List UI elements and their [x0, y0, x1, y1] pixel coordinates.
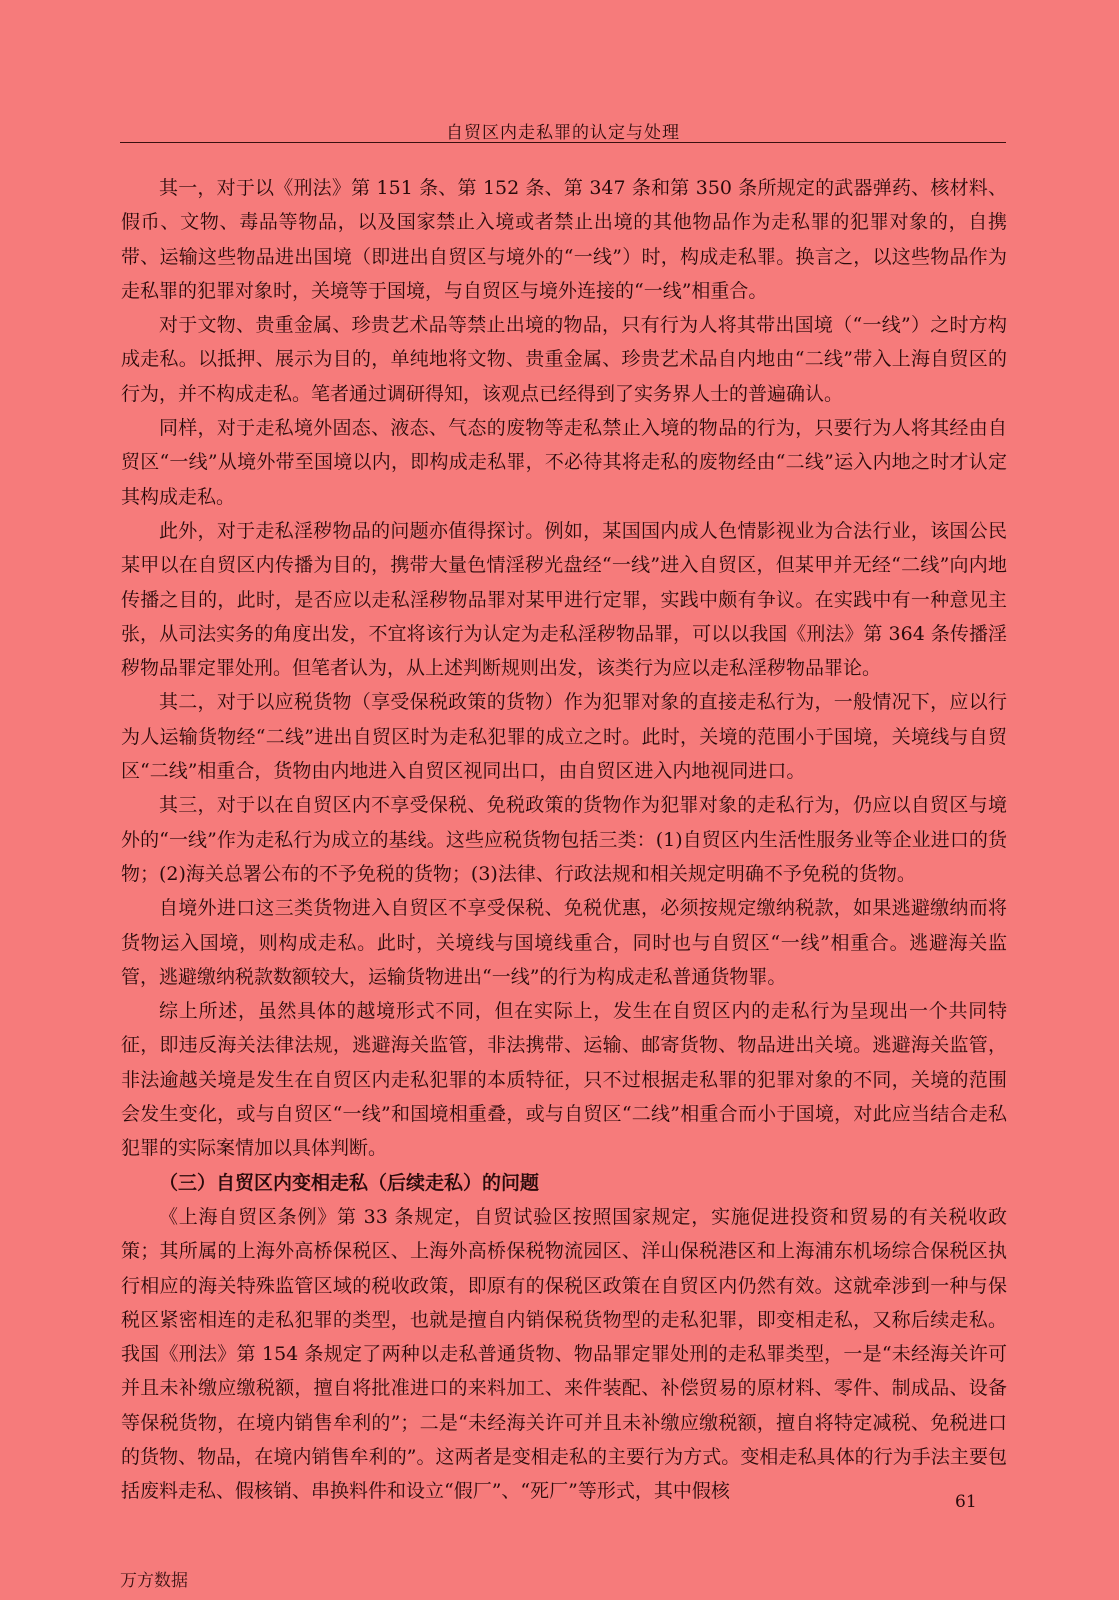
section-heading: （三）自贸区内变相走私（后续走私）的问题	[159, 1171, 540, 1194]
article-body	[121, 171, 1007, 1509]
paragraph: 对于文物、贵重金属、珍贵艺术品等禁止出境的物品，只有行为人将其带出国境（“一线”）之时方构成走私。以抵押、展示为目的，单纯地将文物、贵重金属、珍贵艺术品自内地由“二线”带入上海自贸区的行为，并不构成走私。笔者通过调研得知，该观点已经得到了实务界人士的普遍确认。	[121, 314, 1007, 405]
footer-watermark: 万方数据	[120, 1571, 188, 1591]
paragraph: 其二，对于以应税货物（享受保税政策的货物）作为犯罪对象的直接走私行为，一般情况下，应以行为人运输货物经“二线”进出自贸区时为走私犯罪的成立之时。此时，关境的范围小于国境，关境线与自贸区“二线”相重合，货物由内地进入自贸区视同出口，由自贸区进入内地视同进口。	[121, 691, 1007, 783]
paragraph: 综上所述，虽然具体的越境形式不同，但在实际上，发生在自贸区内的走私行为呈现出一个共同特征，即违反海关法律法规，逃避海关监管，非法携带、运输、邮寄货物、物品进出关境。逃避海关监管，非法逾越关境是发生在自贸区内走私犯罪的本质特征，只不过根据走私罪的犯罪对象的不同，关境的范围会发生变化，或与自贸区“一线”和国境相重叠，或与自贸区“二线”相重合而小于国境，对此应当结合走私犯罪的实际案情加以具体判断。	[121, 1000, 1007, 1160]
paragraph: 自境外进口这三类货物进入自贸区不享受保税、免税优惠，必须按规定缴纳税款，如果逃避缴纳而将货物运入国境，则构成走私。此时，关境线与国境线重合，同时也与自贸区“一线”相重合。逃避海关监管，逃避缴纳税款数额较大，运输货物进出“一线”的行为构成走私普通货物罪。	[121, 897, 1007, 988]
page-number: 61	[955, 1492, 977, 1512]
header-rule	[120, 142, 1006, 143]
paragraph: 其一，对于以《刑法》第 151 条、第 152 条、第 347 条和第 350 条所规定的武器弹药、核材料、假币、文物、毒品等物品，以及国家禁止入境或者禁止出境的其他物品作为走私罪的犯罪对象的，自携带、运输这些物品进出国境（即进出自贸区与境外的“一线”）时，构成走私罪。换言之，以这些物品作为走私罪的犯罪对象时，关境等于国境，与自贸区与境外连接的“一线”相重合。	[121, 177, 1007, 302]
paragraph: 其三，对于以在自贸区内不享受保税、免税政策的货物作为犯罪对象的走私行为，仍应以自贸区与境外的“一线”作为走私行为成立的基线。这些应税货物包括三类：(1)自贸区内生活性服务业等企业进口的货物；(2)海关总署公布的不予免税的货物；(3)法律、行政法规和相关规定明确不予免税的货物。	[121, 794, 1007, 885]
paragraph: 此外，对于走私淫秽物品的问题亦值得探讨。例如，某国国内成人色情影视业为合法行业，该国公民某甲以在自贸区内传播为目的，携带大量色情淫秽光盘经“一线”进入自贸区，但某甲并无经“二线”向内地传播之目的，此时，是否应以走私淫秽物品罪对某甲进行定罪，实践中颇有争议。在实践中有一种意见主张，从司法实务的角度出发，不宜将该行为认定为走私淫秽物品罪，可以以我国《刑法》第 364 条传播淫秽物品罪定罪处刑。但笔者认为，从上述判断规则出发，该类行为应以走私淫秽物品罪论。	[121, 519, 1007, 680]
paragraph: 《上海自贸区条例》第 33 条规定，自贸试验区按照国家规定，实施促进投资和贸易的有关税收政策；其所属的上海外高桥保税区、上海外高桥保税物流园区、洋山保税港区和上海浦东机场综合保税区执行相应的海关特殊监管区域的税收政策，即原有的保税区政策在自贸区内仍然有效。这就牵涉到一种与保税区紧密相连的走私犯罪的类型，也就是擅自内销保税货物型的走私犯罪，即变相走私，又称后续走私。我国《刑法》第 154 条规定了两种以走私普通货物、物品罪定罪处刑的走私罪类型，一是“未经海关许可并且未补缴应缴税额，擅自将批准进口的来料加工、来件装配、补偿贸易的原材料、零件、制成品、设备等保税货物，在境内销售牟利的”；二是“未经海关许可并且未补缴应缴税额，擅自将特定减税、免税进口的货物、物品，在境内销售牟利的”。这两者是变相走私的主要行为方式。变相走私具体的行为手法主要包括废料走私、假核销、串换料件和设立“假厂”、“死厂”等形式，其中假核	[121, 1205, 1007, 1503]
paragraph: 同样，对于走私境外固态、液态、气态的废物等走私禁止入境的物品的行为，只要行为人将其经由自贸区“一线”从境外带至国境以内，即构成走私罪，不必待其将走私的废物经由“二线”运入内地之时才认定其构成走私。	[121, 417, 1007, 508]
running-header: 自贸区内走私罪的认定与处理	[446, 123, 680, 143]
